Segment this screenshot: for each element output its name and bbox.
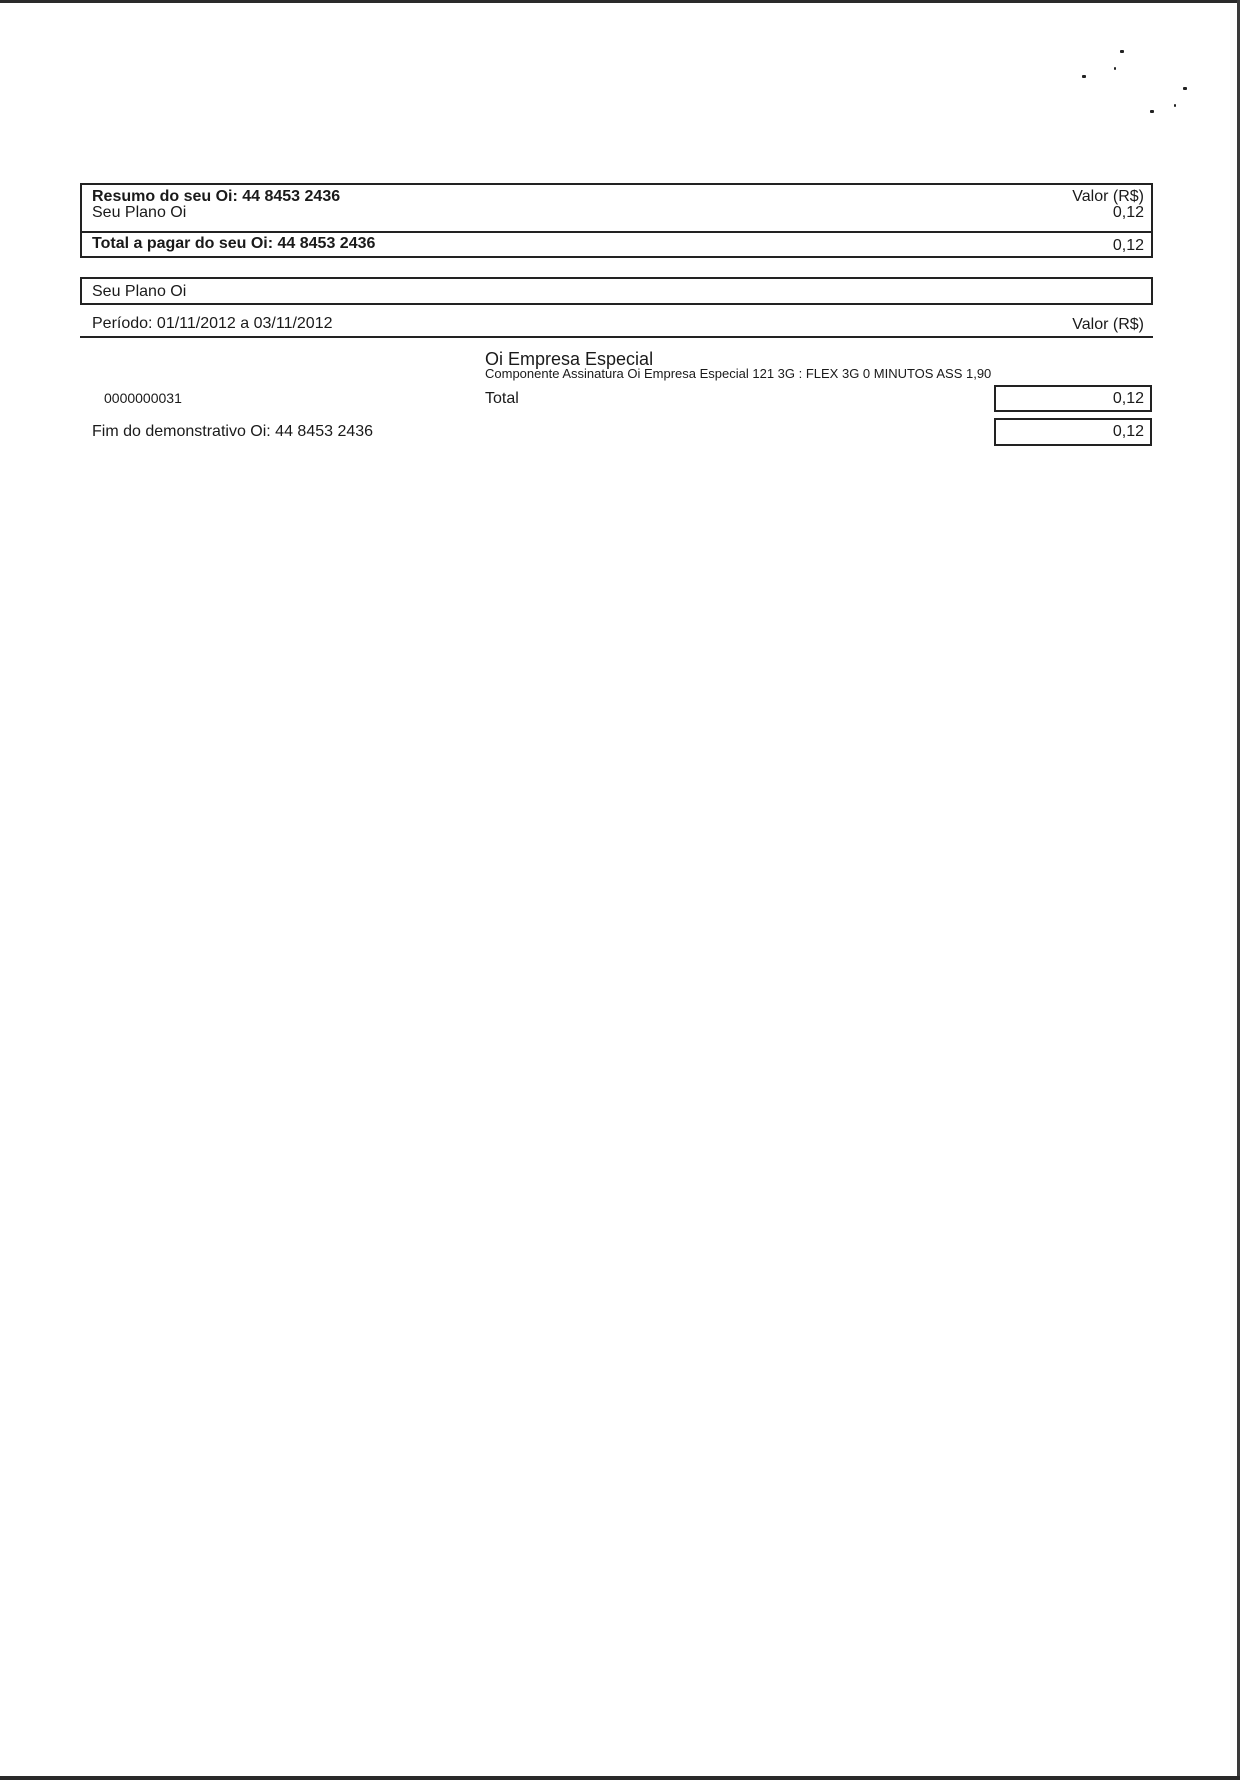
period-value-header: Valor (R$) bbox=[1072, 316, 1144, 333]
period-label: Período: 01/11/2012 a 03/11/2012 bbox=[92, 315, 333, 332]
summary-plan-label: Seu Plano Oi bbox=[92, 204, 187, 221]
plan-total-label: Total bbox=[485, 390, 519, 407]
product-name: Oi Empresa Especial bbox=[485, 349, 654, 369]
scan-edge-top bbox=[0, 0, 1240, 3]
product-detail: Componente Assinatura Oi Empresa Especial 121 3G : FLEX 3G 0 MINUTOS ASS 1,90 bbox=[485, 366, 992, 381]
summary-plan-value: 0,12 bbox=[1112, 204, 1144, 221]
scan-speck bbox=[1150, 110, 1154, 113]
scan-speck bbox=[1082, 75, 1086, 78]
summary-divider bbox=[80, 231, 1153, 233]
summary-total-value: 0,12 bbox=[1112, 237, 1144, 254]
summary-value-header: Valor (R$) bbox=[1072, 188, 1144, 205]
summary-total-label: Total a pagar do seu Oi: 44 8453 2436 bbox=[92, 235, 376, 252]
scan-speck bbox=[1114, 67, 1116, 70]
plan-total-value: 0,12 bbox=[1112, 390, 1144, 407]
period-underline bbox=[80, 336, 1153, 338]
end-of-statement-value: 0,12 bbox=[1112, 423, 1144, 440]
scan-speck bbox=[1120, 50, 1124, 53]
scan-speck bbox=[1183, 87, 1187, 90]
plan-section-title-box bbox=[80, 277, 1153, 305]
plan-section-title: Seu Plano Oi bbox=[92, 283, 187, 300]
scan-edge-bottom bbox=[0, 1776, 1240, 1780]
summary-title: Resumo do seu Oi: 44 8453 2436 bbox=[92, 188, 341, 205]
end-of-statement-label: Fim do demonstrativo Oi: 44 8453 2436 bbox=[92, 423, 374, 440]
scan-speck bbox=[1174, 104, 1176, 107]
line-code: 0000000031 bbox=[104, 390, 182, 406]
